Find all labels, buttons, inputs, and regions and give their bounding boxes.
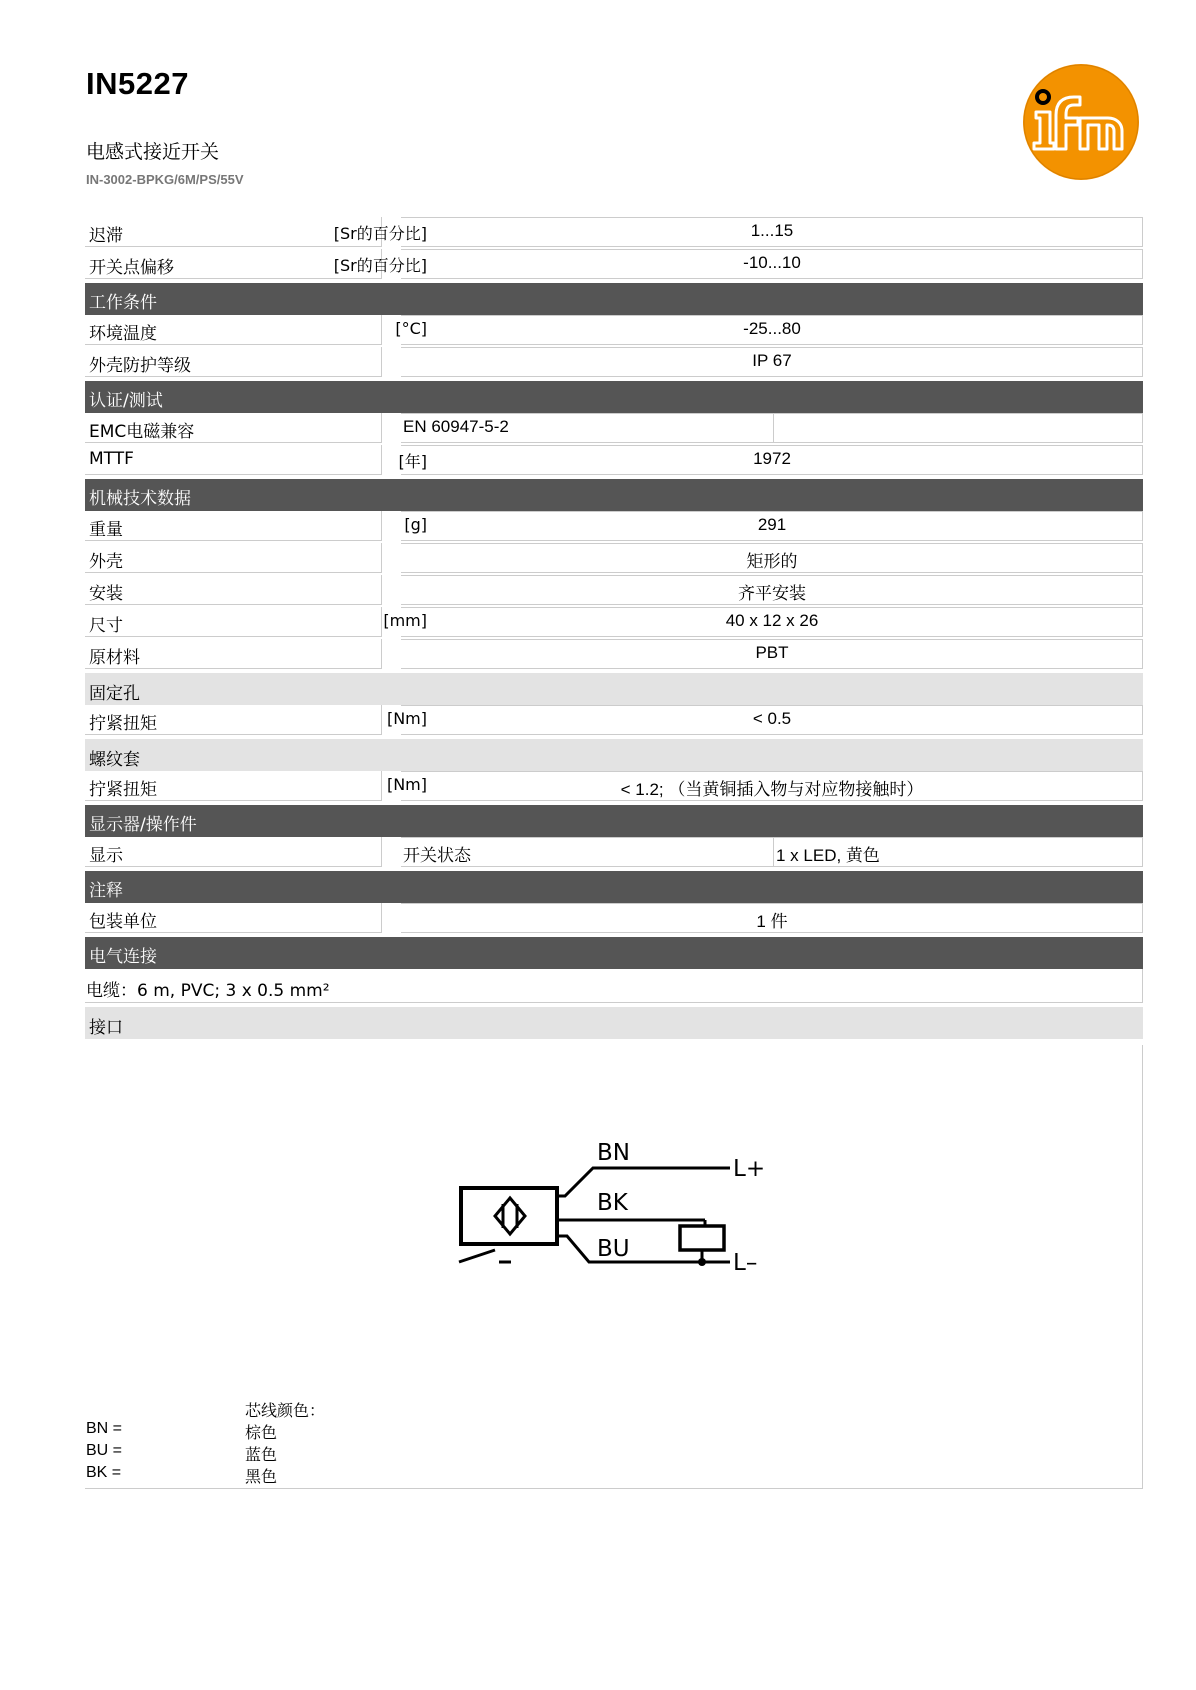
row-emc: EMC电磁兼容 EN 60947-5-2 [85,413,1143,445]
article-number: IN-3002-BPKG/6M/PS/55V [86,172,244,187]
row-packaging-unit: 包装单位 1 件 [85,903,1143,935]
wiring-diagram [455,1138,795,1288]
legend-value-bk: 黑色 [245,1467,278,1486]
row-dimensions: 尺寸 [mm] 40 x 12 x 26 [85,607,1143,639]
row-material: 原材料 PBT [85,639,1143,671]
row-tightening-torque-2: 拧紧扭矩 [Nm] < 1.2; （当黄铜插入物与对应物接触时） [85,771,1143,803]
product-code: IN5227 [86,66,189,101]
row-housing: 外壳 矩形的 [85,543,1143,575]
row-tightening-torque-1: 拧紧扭矩 [Nm] < 0.5 [85,705,1143,737]
product-type: 电感式接近开关 [86,141,220,163]
wire-label-bu: BU [597,1236,630,1262]
subsection-thread-insert: 螺纹套 [85,739,1143,771]
section-tests-approvals: 认证/测试 [85,381,1143,413]
row-protection-rating: 外壳防护等级 IP 67 [85,347,1143,379]
legend-key-bn: BN = [86,1420,123,1437]
row-display: 显示 开关状态 1 x LED, 黄色 [85,837,1143,869]
row-mounting: 安装 齐平安装 [85,575,1143,607]
terminal-label-lplus: L+ [733,1156,766,1182]
wire-label-bk: BK [597,1190,628,1216]
spec-table [85,217,1143,1039]
row-mttf: MTTF [年] 1972 [85,445,1143,477]
legend-value-bu: 蓝色 [245,1445,278,1464]
legend-value-bn: 棕色 [245,1423,278,1442]
row-ambient-temperature: 环境温度 [°C] -25...80 [85,315,1143,347]
ifm-logo [1022,63,1140,181]
section-mechanical-data: 机械技术数据 [85,479,1143,511]
section-displays-operating-elements: 显示器/操作件 [85,805,1143,837]
section-electrical-connection: 电气连接 [85,937,1143,969]
row-weight: 重量 [g] 291 [85,511,1143,543]
section-operating-conditions: 工作条件 [85,283,1143,315]
legend-title: 芯线颜色： [245,1401,326,1420]
subsection-connection: 接口 [85,1007,1143,1039]
legend-key-bu: BU = [86,1442,123,1459]
legend-key-bk: BK = [86,1464,122,1481]
row-hysteresis: 迟滞 [Sr的百分比] 1...15 [85,217,1143,249]
terminal-label-lminus: L– [733,1250,758,1276]
section-remarks: 注释 [85,871,1143,903]
row-switch-point-drift: 开关点偏移 [Sr的百分比] -10...10 [85,249,1143,281]
subsection-fixing-hole: 固定孔 [85,673,1143,705]
row-cable: 电缆：6 m, PVC; 3 x 0.5 mm² [85,969,1143,1003]
wire-label-bn: BN [597,1140,630,1166]
